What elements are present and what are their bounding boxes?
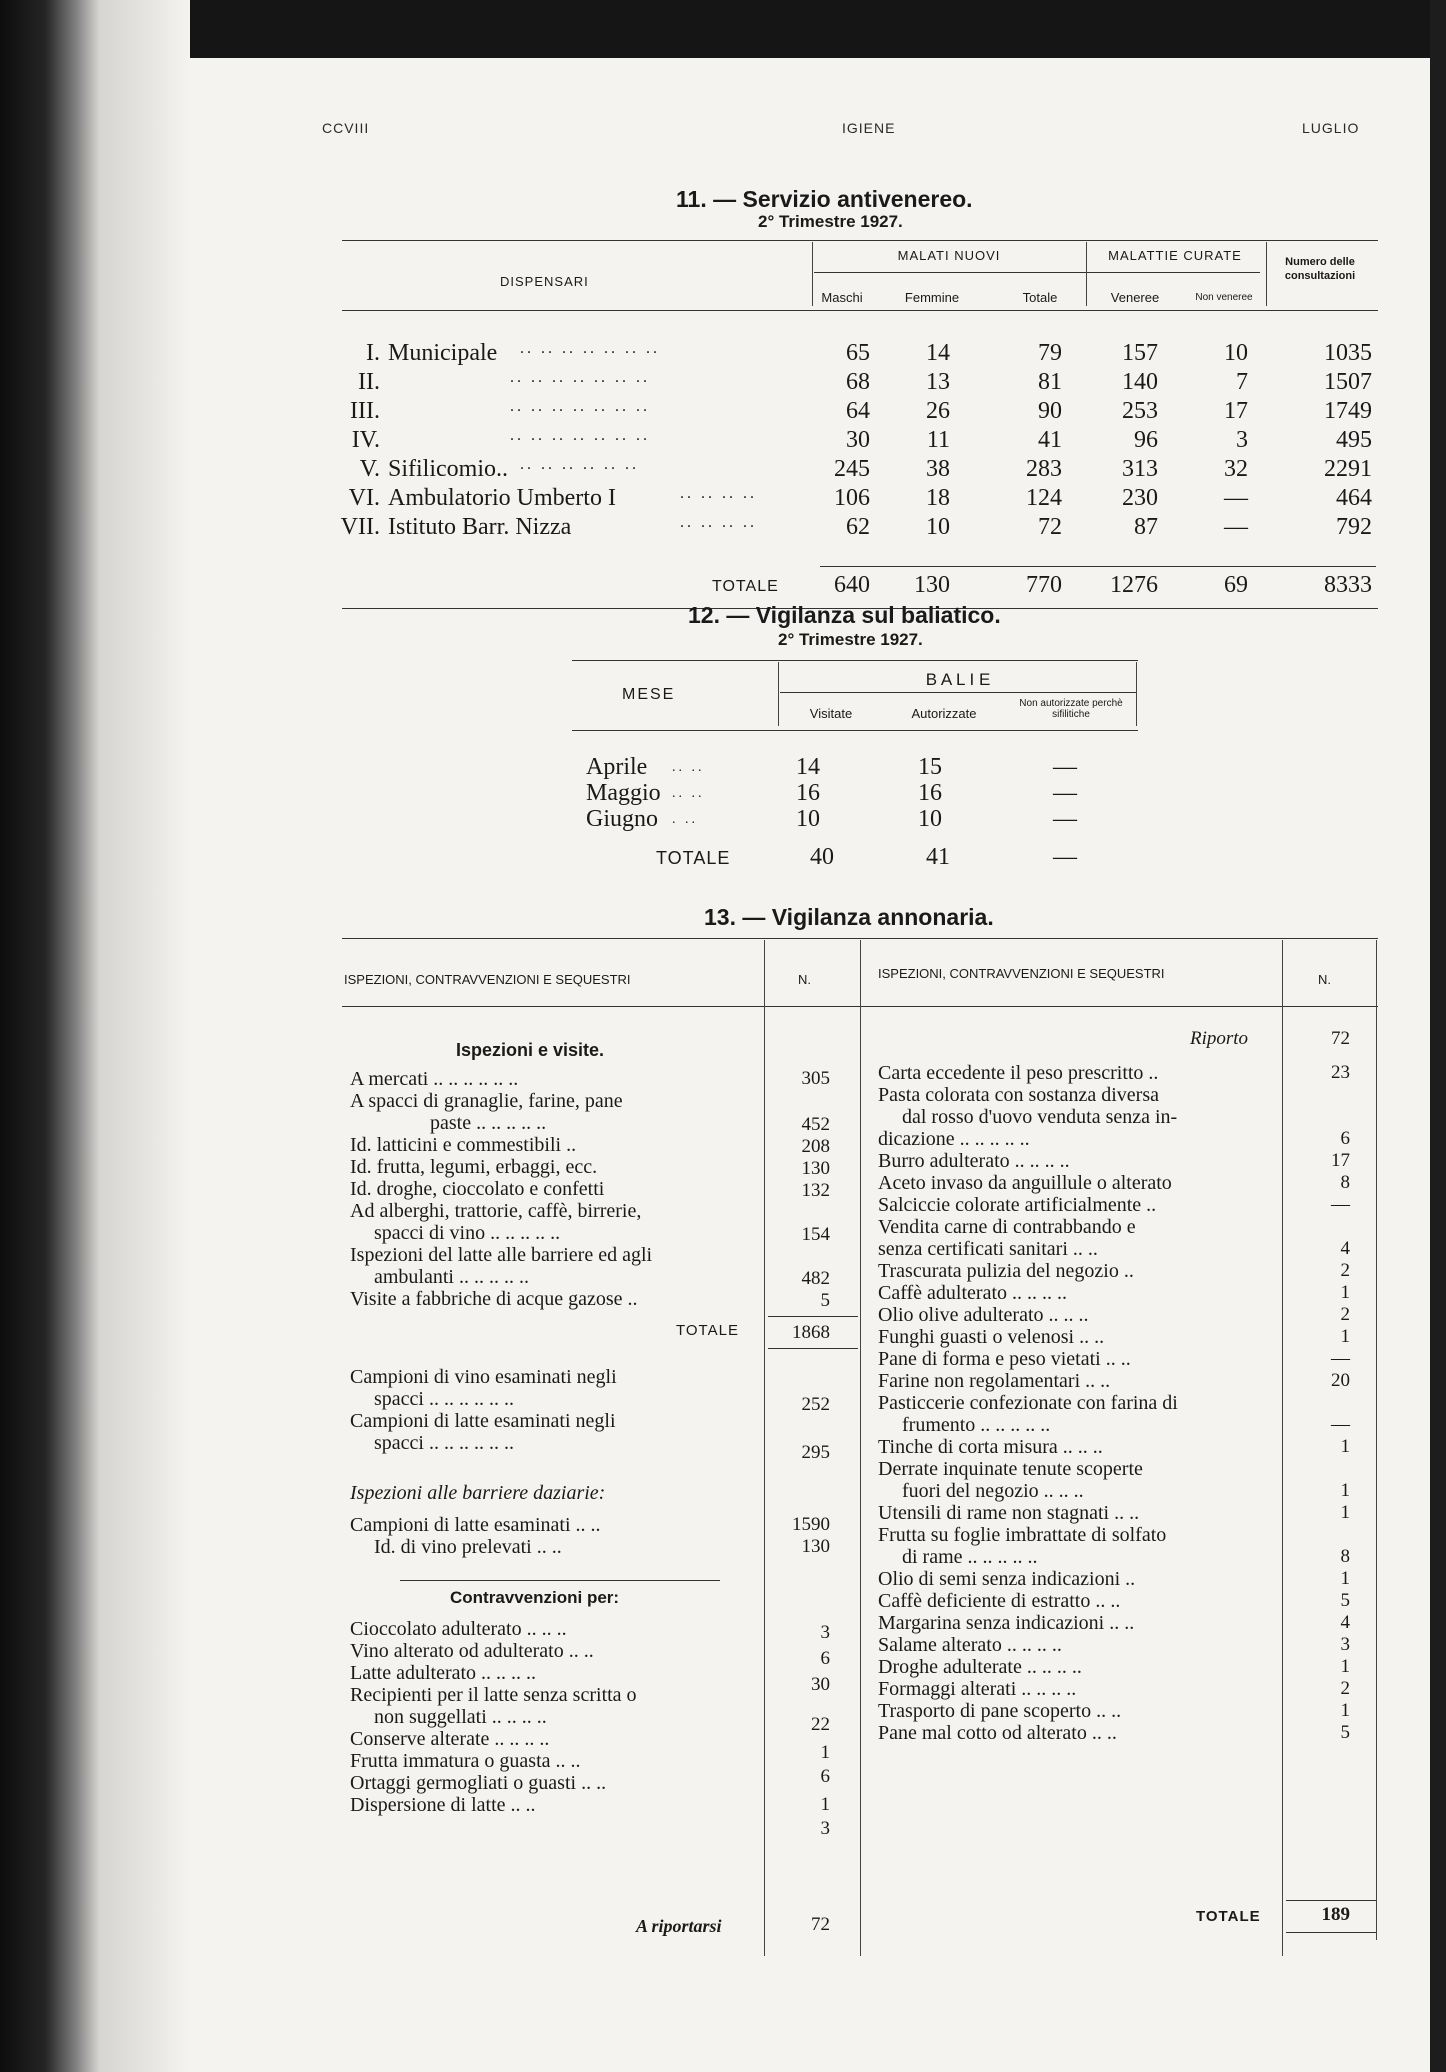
dispensario-roman: VII. [340, 514, 380, 540]
list-item: Ispezioni del latte alle barriere ed agli [350, 1244, 653, 1266]
dispensario-name: Municipale [388, 340, 498, 366]
cell-veneree: 140 [1122, 369, 1158, 395]
cell-veneree: 87 [1134, 514, 1158, 540]
page-gutter-shadow [100, 0, 190, 2072]
list-item: spacci di vino .. .. .. .. .. [374, 1222, 561, 1244]
left-total-rule-top [768, 1316, 858, 1317]
table-11-subtitle: 2° Trimestre 1927. [758, 212, 903, 231]
cell-consultazioni: 464 [1336, 485, 1372, 511]
group-malati-nuovi: MALATI NUOVI [897, 248, 1001, 263]
col-n-header: N. [798, 972, 811, 987]
column-divider [1376, 940, 1377, 1940]
left-total-value: 1868 [792, 1322, 830, 1343]
right-value: — [1331, 1414, 1350, 1435]
list-item: Recipienti per il latte senza scritta o [350, 1684, 637, 1706]
list-item: Olio olive adulterato .. .. .. [878, 1304, 1089, 1326]
header-divider [1086, 242, 1087, 306]
col-numero-consultazioni: Numero delle consultazioni [1284, 256, 1356, 282]
col-n2-header: N. [1318, 972, 1331, 987]
scan-border-top [0, 0, 1446, 58]
cell-totale: 124 [1026, 485, 1062, 511]
list-item: Salciccie colorate artificialmente .. [878, 1194, 1157, 1216]
contravvenzione-value: 30 [811, 1674, 830, 1695]
scan-border-left [0, 0, 100, 2072]
dispensario-roman: I. [366, 340, 380, 366]
left-total-label: TOTALE [676, 1322, 739, 1339]
leader-dots: .. .. .. .. .. .. .. [510, 398, 650, 415]
list-item: Caffè adulterato .. .. .. .. [878, 1282, 1068, 1304]
dispensario-roman: IV. [351, 427, 380, 453]
cell-totale: 41 [1038, 427, 1062, 453]
mese-name: Giugno [586, 806, 658, 832]
group-malattie-curate: MALATTIE CURATE [1108, 248, 1242, 263]
right-value: 3 [1340, 1634, 1350, 1655]
list-item: Trascurata pulizia del negozio .. [878, 1260, 1134, 1282]
right-value: 23 [1331, 1062, 1350, 1083]
leader-dots: .. .. .. .. .. .. .. [520, 340, 660, 357]
right-value: 4 [1340, 1612, 1350, 1633]
list-item: A spacci di granaglie, farine, pane [350, 1090, 623, 1112]
riporto-value: 72 [1331, 1028, 1350, 1049]
page-number: CCVIII [322, 120, 370, 136]
cell-veneree: 253 [1122, 398, 1158, 424]
cell-non-veneree: 7 [1236, 369, 1248, 395]
total-autorizzate: 41 [926, 844, 950, 870]
list-item: dal rosso d'uovo venduta senza in- [902, 1106, 1178, 1128]
mese-name: Aprile [586, 754, 648, 780]
cell-non-veneree: — [1224, 485, 1248, 511]
contravvenzioni-rule [400, 1580, 720, 1581]
right-value: 1 [1340, 1282, 1350, 1303]
list-item: Id. latticini e commestibili .. [350, 1134, 577, 1156]
list-item: ambulanti .. .. .. .. .. [374, 1266, 529, 1288]
cell-totale: 283 [1026, 456, 1062, 482]
right-value: 1 [1340, 1700, 1350, 1721]
contravvenzioni-list [350, 1616, 760, 1814]
value-campioni-latte: 295 [801, 1442, 830, 1463]
table-12-subtitle: 2° Trimestre 1927. [778, 630, 923, 649]
value-latticini: 208 [801, 1136, 830, 1157]
table-11-header-rule [342, 310, 1378, 311]
list-item: Trasporto di pane scoperto .. .. [878, 1700, 1122, 1722]
list-item: Dispersione di latte .. .. [350, 1794, 536, 1816]
cell-femmine: 14 [926, 340, 950, 366]
right-value: 8 [1340, 1546, 1350, 1567]
cell-veneree: 96 [1134, 427, 1158, 453]
list-item: spacci .. .. .. .. .. .. [374, 1388, 514, 1410]
heading-contravvenzioni: Contravvenzioni per: [450, 1588, 620, 1607]
value-fabbriche: 5 [820, 1290, 830, 1311]
right-list [878, 1062, 1278, 1744]
right-total-value: 189 [1321, 1904, 1350, 1925]
right-value: 1 [1340, 1326, 1350, 1347]
list-item: Caffè deficiente di estratto .. .. [878, 1590, 1121, 1612]
cell-non-autorizzate: — [1053, 780, 1077, 806]
right-value: 1 [1340, 1436, 1350, 1457]
cell-veneree: 157 [1122, 340, 1158, 366]
list-item: Tinche di corta misura .. .. .. [878, 1436, 1103, 1458]
riporto-label: Riporto [1190, 1028, 1249, 1049]
list-item: Id. droghe, cioccolato e confetti [350, 1178, 605, 1200]
list-item: Funghi guasti o velenosi .. .. [878, 1326, 1105, 1348]
value-granaglie: 452 [801, 1114, 830, 1135]
leader-dots: .. .. .. .. .. .. [520, 456, 639, 473]
total-veneree: 1276 [1110, 572, 1158, 598]
col-visitate: Visitate [809, 706, 853, 721]
cell-totale: 72 [1038, 514, 1062, 540]
list-item: Campioni di latte esaminati .. .. [350, 1514, 601, 1536]
cell-veneree: 313 [1122, 456, 1158, 482]
list-item: Pane di forma e peso vietati .. .. [878, 1348, 1131, 1370]
table-12-header-rule [572, 730, 1138, 731]
right-total-rule-bottom [1286, 1932, 1376, 1933]
cell-non-veneree: — [1224, 514, 1248, 540]
col-mese: MESE [622, 686, 676, 703]
dispensario-roman: III. [350, 398, 380, 424]
contravvenzione-value: 3 [820, 1818, 830, 1839]
cell-non-autorizzate: — [1053, 754, 1077, 780]
right-value: 17 [1331, 1150, 1350, 1171]
list-item: Derrate inquinate tenute scoperte [878, 1458, 1143, 1480]
list-item: Salame alterato .. .. .. .. [878, 1634, 1062, 1656]
dispensario-name: Ambulatorio Umberto I [388, 485, 616, 511]
header-divider [778, 662, 779, 726]
col-dispensari: DISPENSARI [500, 274, 589, 289]
group-balie: B A L I E [925, 670, 991, 689]
cell-femmine: 13 [926, 369, 950, 395]
cell-femmine: 18 [926, 485, 950, 511]
cell-totale: 90 [1038, 398, 1062, 424]
list-item: Burro adulterato .. .. .. .. [878, 1150, 1070, 1172]
leader-dots: .. .. .. .. [680, 485, 757, 502]
list-item: di rame .. .. .. .. .. [902, 1546, 1038, 1568]
contravvenzione-value: 1 [820, 1742, 830, 1763]
value-campioni-vino: 252 [801, 1394, 830, 1415]
list-item: Carta eccedente il peso prescritto .. [878, 1062, 1159, 1084]
total-non-autorizzate: — [1053, 844, 1077, 870]
list-item: non suggellati .. .. .. .. [374, 1706, 547, 1728]
column-divider [860, 940, 861, 1956]
heading-barriere: Ispezioni alle barriere daziarie: [350, 1482, 606, 1504]
left-total-rule-bottom [768, 1348, 858, 1349]
table-12-total-label: TOTALE [656, 848, 731, 868]
right-value: 1 [1340, 1568, 1350, 1589]
list-item: Visite a fabbriche di acque gazose .. [350, 1288, 638, 1310]
right-total-label: TOTALE [1196, 1908, 1261, 1925]
right-value: 5 [1340, 1722, 1350, 1743]
dispensario-roman: II. [358, 369, 380, 395]
value-barriere-latte: 1590 [792, 1514, 830, 1535]
balie-subrule [780, 692, 1136, 693]
leader-dots: .. .. .. .. .. .. .. [510, 427, 650, 444]
col-left-header: ISPEZIONI, CONTRAVVENZIONI E SEQUESTRI [344, 972, 631, 987]
list-item: Vino alterato od adulterato .. .. [350, 1640, 594, 1662]
list-item: Campioni di latte esaminati negli [350, 1410, 616, 1432]
cell-femmine: 26 [926, 398, 950, 424]
cell-maschi: 245 [834, 456, 870, 482]
col-non-veneree: Non veneree [1195, 292, 1253, 303]
value-frutta: 130 [801, 1158, 830, 1179]
list-item: Pasta colorata con sostanza diversa [878, 1084, 1160, 1106]
cell-totale: 81 [1038, 369, 1062, 395]
right-value: 2 [1340, 1260, 1350, 1281]
list-item: Utensili di rame non stagnati .. .. [878, 1502, 1140, 1524]
contravvenzione-value: 6 [820, 1766, 830, 1787]
right-value: 4 [1340, 1238, 1350, 1259]
right-value: 6 [1340, 1128, 1350, 1149]
cell-non-veneree: 32 [1224, 456, 1248, 482]
cell-totale: 79 [1038, 340, 1062, 366]
cell-maschi: 65 [846, 340, 870, 366]
running-month: LUGLIO [1302, 120, 1360, 136]
header-subrule [814, 272, 1260, 273]
cell-maschi: 30 [846, 427, 870, 453]
list-item: Farine non regolamentari .. .. [878, 1370, 1111, 1392]
right-value: 2 [1340, 1304, 1350, 1325]
contravvenzione-value: 1 [820, 1794, 830, 1815]
list-item: A mercati .. .. .. .. .. .. [350, 1068, 519, 1090]
list-item: frumento .. .. .. .. .. [902, 1414, 1051, 1436]
value-alberghi: 154 [801, 1224, 830, 1245]
table-13-title: 13. — Vigilanza annonaria. [704, 904, 994, 930]
leader-dots: .. .. [672, 760, 705, 775]
cell-autorizzate: 10 [918, 806, 942, 832]
value-droghe: 132 [801, 1180, 830, 1201]
cell-non-veneree: 17 [1224, 398, 1248, 424]
right-value: 2 [1340, 1678, 1350, 1699]
table-11-title: 11. — Servizio antivenereo. [676, 186, 973, 212]
right-value: — [1331, 1194, 1350, 1215]
right-value: 5 [1340, 1590, 1350, 1611]
list-item: Ortaggi germogliati o guasti .. .. [350, 1772, 607, 1794]
cell-consultazioni: 1035 [1324, 340, 1372, 366]
list-item: spacci .. .. .. .. .. .. [374, 1432, 514, 1454]
cell-veneree: 230 [1122, 485, 1158, 511]
value-latte-barriere: 482 [801, 1268, 830, 1289]
cell-visitate: 16 [796, 780, 820, 806]
cell-maschi: 106 [834, 485, 870, 511]
right-value: 1 [1340, 1480, 1350, 1501]
header-divider [1266, 242, 1267, 306]
leader-dots: .. .. [672, 786, 705, 801]
barriere-list [350, 1514, 760, 1558]
right-value: 1 [1340, 1656, 1350, 1677]
col-veneree: Veneree [1110, 290, 1160, 305]
col-right-header: ISPEZIONI, CONTRAVVENZIONI E SEQUESTRI [878, 966, 1165, 981]
contravvenzione-value: 6 [820, 1648, 830, 1669]
header-divider [1136, 662, 1137, 726]
list-item: Vendita carne di contrabbando e [878, 1216, 1136, 1238]
cell-autorizzate: 15 [918, 754, 942, 780]
table-13-top-rule [342, 938, 1378, 939]
cell-consultazioni: 2291 [1324, 456, 1372, 482]
list-item: Formaggi alterati .. .. .. .. [878, 1678, 1077, 1700]
dispensario-name: Istituto Barr. Nizza [388, 514, 572, 540]
cell-autorizzate: 16 [918, 780, 942, 806]
cell-consultazioni: 1749 [1324, 398, 1372, 424]
cell-maschi: 64 [846, 398, 870, 424]
col-maschi: Maschi [821, 290, 863, 305]
table-12-title: 12. — Vigilanza sul baliatico. [688, 602, 1001, 628]
right-value: 1 [1340, 1502, 1350, 1523]
cell-non-veneree: 10 [1224, 340, 1248, 366]
running-title: IGIENE [842, 120, 896, 136]
heading-ispezioni-visite: Ispezioni e visite. [456, 1040, 605, 1060]
contravvenzione-value: 3 [820, 1622, 830, 1643]
dispensario-name: Sifilicomio.. [388, 456, 508, 482]
list-item: Pasticcerie confezionate con farina di [878, 1392, 1178, 1414]
table-11-top-rule [342, 240, 1378, 241]
list-item: Pane mal cotto od alterato .. .. [878, 1722, 1117, 1744]
total-consultazioni: 8333 [1324, 572, 1372, 598]
col-autorizzate: Autorizzate [911, 706, 977, 721]
list-item: Conserve alterate .. .. .. .. [350, 1728, 550, 1750]
total-maschi: 640 [834, 572, 870, 598]
campioni-list [350, 1366, 760, 1454]
right-total-rule-top [1286, 1900, 1376, 1901]
cell-maschi: 68 [846, 369, 870, 395]
total-totale: 770 [1026, 572, 1062, 598]
list-item: fuori del negozio .. .. .. [902, 1480, 1084, 1502]
cell-consultazioni: 1507 [1324, 369, 1372, 395]
table-11-total-label: TOTALE [712, 578, 779, 595]
list-item: Cioccolato adulterato .. .. .. [350, 1618, 567, 1640]
list-item: Id. frutta, legumi, erbaggi, ecc. [350, 1156, 598, 1178]
list-item: Droghe adulterate .. .. .. .. [878, 1656, 1082, 1678]
mese-name: Maggio [586, 780, 661, 806]
list-item: Frutta su foglie imbrattate di solfato [878, 1524, 1167, 1546]
cell-visitate: 10 [796, 806, 820, 832]
list-item: Olio di semi senza indicazioni .. [878, 1568, 1136, 1590]
right-value: 20 [1331, 1370, 1350, 1391]
cell-maschi: 62 [846, 514, 870, 540]
a-riportarsi-value: 72 [811, 1914, 830, 1935]
list-item: Margarina senza indicazioni .. .. [878, 1612, 1135, 1634]
right-value: — [1331, 1348, 1350, 1369]
list-item: Aceto invaso da anguillule o alterato [878, 1172, 1172, 1194]
cell-non-autorizzate: — [1053, 806, 1077, 832]
scan-border-right [1430, 0, 1446, 2072]
a-riportarsi-label: A riportarsi [636, 1916, 722, 1936]
list-item: senza certificati sanitari .. .. [878, 1238, 1098, 1260]
value-barriere-vino: 130 [801, 1536, 830, 1557]
cell-femmine: 38 [926, 456, 950, 482]
left-list [350, 1068, 760, 1310]
total-non-veneree: 69 [1224, 572, 1248, 598]
list-item: Latte adulterato .. .. .. .. [350, 1662, 537, 1684]
list-item: Campioni di vino esaminati negli [350, 1366, 617, 1388]
cell-consultazioni: 495 [1336, 427, 1372, 453]
leader-dots: .. .. .. .. [680, 514, 757, 531]
list-item: paste .. .. .. .. .. [430, 1112, 547, 1134]
total-visitate: 40 [810, 844, 834, 870]
col-non-autorizzate: Non autorizzate perchè sifilitiche [1019, 698, 1123, 720]
col-femmine: Femmine [904, 290, 960, 305]
total-femmine: 130 [914, 572, 950, 598]
value-mercati: 305 [801, 1068, 830, 1089]
list-item: Id. di vino prelevati .. .. [374, 1536, 562, 1558]
dispensario-roman: V. [359, 456, 380, 482]
list-item: Ad alberghi, trattorie, caffè, birrerie, [350, 1200, 642, 1222]
list-item: Frutta immatura o guasta .. .. [350, 1750, 581, 1772]
cell-visitate: 14 [796, 754, 820, 780]
cell-femmine: 10 [926, 514, 950, 540]
table-12-top-rule [572, 660, 1138, 661]
leader-dots: . .. [672, 812, 698, 827]
contravvenzione-value: 22 [811, 1714, 830, 1735]
dispensario-roman: VI. [348, 485, 380, 511]
right-value: 8 [1340, 1172, 1350, 1193]
leader-dots: .. .. .. .. .. .. .. [510, 369, 650, 386]
cell-consultazioni: 792 [1336, 514, 1372, 540]
table-11-total-rule [820, 566, 1376, 567]
header-divider [812, 242, 813, 306]
cell-femmine: 11 [926, 427, 950, 453]
cell-non-veneree: 3 [1236, 427, 1248, 453]
col-totale: Totale [1022, 290, 1058, 305]
list-item: dicazione .. .. .. .. .. [878, 1128, 1030, 1150]
